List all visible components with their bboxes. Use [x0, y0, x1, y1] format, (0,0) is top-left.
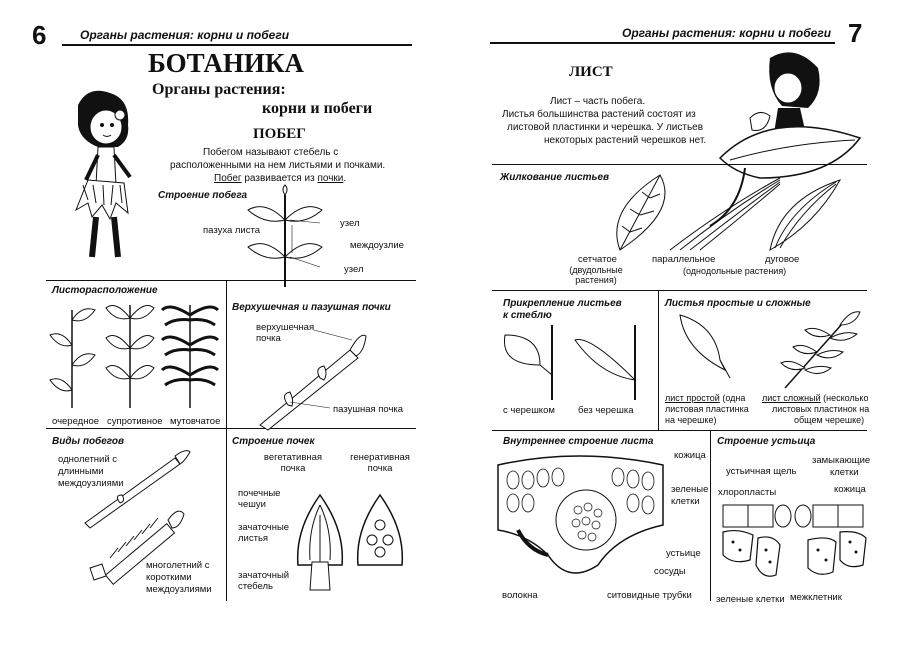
divider-right-0 — [492, 164, 867, 165]
shoot-structure-label: Строение побега — [158, 190, 248, 201]
vegetative-bud-label: вегетативная почка — [263, 452, 323, 474]
internal-sieve: ситовидные трубки — [607, 590, 692, 601]
annual-l2: длинными — [58, 466, 104, 477]
page-title: БОТАНИКА — [148, 48, 304, 78]
internal-stoma: устьице — [666, 548, 701, 559]
divider-right-v1 — [658, 291, 659, 431]
shoot-types-heading: Виды побегов — [52, 436, 125, 447]
label-internode: междоузлие — [350, 240, 404, 251]
shoot-heading: ПОБЕГ — [253, 126, 306, 142]
shoot-def-line2: расположенными на нем листьями и почками. — [170, 160, 386, 171]
stoma-skin: кожица — [834, 484, 866, 495]
arrangement-opposite: супротивное — [107, 416, 163, 427]
leaf-arrangement-heading: Листорасположение — [52, 285, 158, 296]
internal-skin: кожица — [674, 450, 706, 461]
arrangement-alternate: очередное — [52, 416, 100, 427]
subtitle-line2: корни и побеги — [262, 100, 373, 117]
header-rule-right — [490, 42, 835, 44]
divider-right-1 — [492, 290, 867, 291]
simple-compound-diagram — [665, 310, 865, 390]
venation-arcuate: дуговое — [765, 254, 800, 265]
bud-structure-heading: Строение почек — [232, 436, 315, 447]
internal-fibers: волокна — [502, 590, 538, 601]
bud-word: почки — [317, 173, 344, 184]
bud-structure-diagram — [290, 490, 410, 595]
bud-scales-label: почечные чешуи — [238, 488, 281, 510]
internal-vessels: сосуды — [654, 566, 686, 577]
label-node-2: узел — [344, 264, 364, 275]
shoot-def-line1: Побегом называют стебель с — [203, 147, 339, 158]
internal-heading: Внутреннее строение листа — [503, 436, 654, 447]
simple-leaf-l2: листовая пластинка — [665, 404, 749, 414]
shoot-develops: развивается из — [241, 173, 318, 184]
compound-leaf-l1 — [762, 393, 868, 404]
venation-heading: Жилкование листьев — [500, 172, 610, 183]
divider-right-2 — [492, 430, 867, 431]
simple-leaf-l1 — [665, 393, 745, 404]
divider-right-v2 — [710, 431, 711, 601]
subtitle-line1: Органы растения: — [152, 81, 286, 98]
leaf-intro-l1: Лист – часть побега. — [550, 96, 646, 107]
venation-diagram — [600, 170, 840, 260]
attachment-petiolate: с черешком — [503, 405, 555, 416]
stoma-green-cells: зеленые клетки — [716, 594, 785, 605]
shoot-structure-diagram — [240, 195, 330, 290]
venation-reticulate: сетчатое — [578, 254, 617, 265]
compound-leaf-l2: листовых пластинок на — [772, 404, 870, 414]
apical-bud-text: верхушечная почка — [256, 322, 315, 344]
attachment-diagram — [500, 325, 650, 400]
simple-compound-heading: Листья простые и сложные — [665, 298, 811, 309]
bud-leaves-label: зачаточные листья — [238, 522, 290, 544]
attachment-heading-l2: к стеблю — [503, 310, 552, 321]
label-axil: пазуха листа — [203, 225, 261, 236]
venation-parallel: параллельное — [652, 254, 716, 265]
compound-leaf-term: лист сложный — [762, 393, 821, 403]
axillary-bud-label: пазушная почка — [333, 404, 404, 415]
shoot-word: Побег — [214, 173, 242, 184]
attachment-sessile: без черешка — [578, 405, 634, 416]
stoma-heading: Строение устьица — [717, 436, 816, 447]
buds-diagram — [240, 330, 380, 430]
leaf-intro-l3: листовой пластинки и черешка. У листьев — [507, 122, 704, 133]
page-number-right: 7 — [848, 18, 863, 48]
divider-left-v — [226, 281, 227, 601]
running-head-left: Органы растения: корни и побеги — [80, 28, 290, 42]
bud-stem-label: зачаточный стебель — [238, 570, 290, 592]
page-number-left: 6 — [32, 20, 47, 50]
divider-left-1 — [46, 280, 416, 281]
leaf-intro-l2: Листья большинства растений состоят из — [502, 109, 696, 120]
simple-leaf-def: (одна — [719, 393, 746, 403]
simple-leaf-l3: на черешке) — [665, 415, 717, 425]
leaf-title: ЛИСТ — [569, 64, 613, 80]
running-head-right: Органы растения: корни и побеги — [622, 26, 832, 40]
compound-leaf-l3: общем черешке) — [794, 415, 865, 425]
arrangement-whorled: мутовчатое — [170, 416, 221, 427]
venation-mono-note: (однодольные растения) — [683, 266, 787, 276]
buds-heading: Верхушечная и пазушная почки — [232, 302, 391, 313]
stoma-guard-l2: клетки — [830, 467, 859, 478]
label-node: узел — [340, 218, 360, 229]
annual-l3: междоузлиями — [58, 478, 124, 489]
header-rule-left — [62, 44, 412, 46]
shoot-def-line3 — [214, 173, 346, 184]
annual-l1: однолетний с — [58, 454, 118, 465]
internal-structure-diagram — [498, 455, 668, 585]
compound-leaf-def: (несколько — [820, 393, 869, 403]
attachment-heading-l1: Прикрепление листьев — [503, 298, 622, 309]
internal-green-l1: зеленые — [671, 484, 709, 495]
venation-reticulate-note-l2: растения) — [575, 275, 617, 285]
leaf-intro-l4: некоторых растений черешков нет. — [544, 135, 707, 146]
leaf-arrangement-diagram — [50, 300, 220, 410]
perennial-l3: междоузлиями — [146, 584, 212, 595]
stoma-intercellular: межклетник — [790, 592, 842, 603]
perennial-l1: многолетний с — [146, 560, 210, 571]
simple-leaf-term: лист простой — [665, 393, 720, 403]
stoma-slit: устьичная щель — [726, 466, 797, 477]
generative-bud-label: генеративная почка — [350, 452, 410, 474]
perennial-l2: короткими — [146, 572, 192, 583]
stoma-chloroplasts: хлоропласты — [718, 487, 777, 498]
period: . — [343, 173, 347, 184]
girl-illustration — [58, 85, 148, 270]
stoma-diagram — [718, 500, 868, 590]
internal-green-l2: клетки — [671, 496, 700, 507]
venation-reticulate-note-l1: (двудольные — [569, 265, 623, 275]
stoma-guard-l1: замыкающие — [812, 455, 871, 466]
